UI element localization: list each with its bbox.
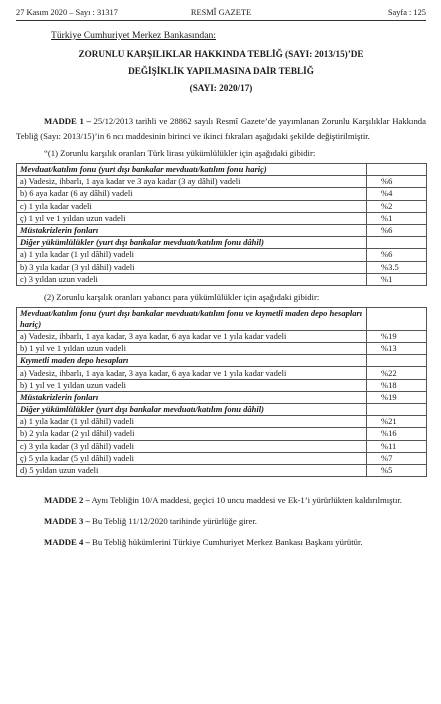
table-cell-label: c) 1 yıla kadar vadeli <box>17 200 367 212</box>
article-2 <box>16 493 426 508</box>
table-cell-rate: %6 <box>367 176 427 188</box>
table-row <box>17 452 427 464</box>
table-cell-rate <box>367 237 427 249</box>
table-row <box>17 224 427 236</box>
table-row <box>17 343 427 355</box>
table-row <box>17 330 427 342</box>
table-cell-label: d) 5 yıldan uzun vadeli <box>17 464 367 476</box>
table-section-header: Diğer yükümlülükler (yurt dışı bankalar mevduatı/katılım fonu dâhil) <box>17 237 367 249</box>
table-cell-rate <box>367 164 427 176</box>
table-cell-rate: %5 <box>367 464 427 476</box>
table-cell-label: ç) 1 yıl ve 1 yıldan uzun vadeli <box>17 212 367 224</box>
table-cell-label: a) 1 yıla kadar (1 yıl dâhil) vadeli <box>17 416 367 428</box>
article-1-text: 25/12/2013 tarihli ve 28862 sayılı Resmî Gazete’de yayımlanan Zorunlu Karşılıklar Hakkında Tebliğ (Sayı: 2013/15)’in 6 ncı maddesinin birinci ve ikinci fıkraları aşağıdaki şekilde değiştirilmiştir. <box>16 116 426 141</box>
table-row <box>17 464 427 476</box>
page-header <box>16 6 426 21</box>
header-page-number: Sayfa : 125 <box>387 7 426 17</box>
table-cell-rate: %11 <box>367 440 427 452</box>
article-4-text: Bu Tebliğ hükümlerini Türkiye Cumhuriyet Merkez Bankası Başkanı yürütür. <box>89 537 363 548</box>
table-cell-rate: %7 <box>367 452 427 464</box>
table-cell-rate: %3.5 <box>367 261 427 273</box>
table-cell-rate <box>367 307 427 330</box>
paragraph-1-intro: “(1) Zorunlu karşılık oranları Türk lirası yükümlülükler için aşağıdaki gibidir: <box>44 148 316 158</box>
table-cell-rate: %19 <box>367 330 427 342</box>
article-1-label: MADDE 1 – <box>44 116 91 126</box>
table-row <box>17 367 427 379</box>
table-row <box>17 440 427 452</box>
header-publication-name: RESMÎ GAZETE <box>190 7 252 17</box>
table-section-header: Diğer yükümlülükler (yurt dışı bankalar mevduatı/katılım fonu dâhil) <box>17 404 367 416</box>
article-1 <box>16 114 426 144</box>
gazette-page <box>16 6 426 550</box>
table-cell-rate: %6 <box>367 224 427 236</box>
article-3-label: MADDE 3 – <box>44 516 90 527</box>
table-row <box>17 273 427 285</box>
table-cell-label: b) 2 yıla kadar (2 yıl dâhil) vadeli <box>17 428 367 440</box>
table-row <box>17 188 427 200</box>
table-cell-label: ç) 5 yıla kadar (5 yıl dâhil) vadeli <box>17 452 367 464</box>
issuer-line: Türkiye Cumhuriyet Merkez Bankasından: <box>51 30 216 41</box>
table-cell-label: a) Vadesiz, ihbarlı, 1 aya kadar, 3 aya kadar, 6 aya kadar ve 1 yıla kadar vadeli <box>17 330 367 342</box>
table-row <box>17 261 427 273</box>
table-cell-label: a) 1 yıla kadar (1 yıl dâhil) vadeli <box>17 249 367 261</box>
table-section-header: Kıymetli maden depo hesapları <box>17 355 367 367</box>
table-cell-label: a) Vadesiz, ihbarlı, 1 aya kadar ve 3 aya kadar (3 ay dâhil) vadeli <box>17 176 367 188</box>
document-title <box>16 47 426 96</box>
table-section-header: Mevduat/katılım fonu (yurt dışı bankalar mevduatı/katılım fonu ve kıymetli maden depo hesapları hariç) <box>17 307 367 330</box>
article-4-label: MADDE 4 – <box>44 537 90 548</box>
article-3-text: Bu Tebliğ 11/12/2020 tarihinde yürürlüğe girer. <box>89 516 257 527</box>
table-row <box>17 416 427 428</box>
rates-table-tl <box>16 163 427 286</box>
table-row <box>17 391 427 403</box>
title-line-1: ZORUNLU KARŞILIKLAR HAKKINDA TEBLİĞ (SAYI: 2013/15)’DE <box>78 49 364 59</box>
article-2-text: Aynı Tebliğin 10/A maddesi, geçici 10 uncu maddesi ve Ek-1’i yürürlükten kaldırılmıştır. <box>89 495 402 506</box>
table-cell-rate: %6 <box>367 249 427 261</box>
table-cell-rate <box>367 355 427 367</box>
table-row <box>17 379 427 391</box>
article-4 <box>16 535 426 550</box>
title-line-2: DEĞİŞİKLİK YAPILMASINA DAİR TEBLİĞ <box>128 66 314 76</box>
table-cell-label: b) 1 yıl ve 1 yıldan uzun vadeli <box>17 343 367 355</box>
table-row <box>17 355 427 367</box>
table-section-header: Mevduat/katılım fonu (yurt dışı bankalar mevduatı/katılım fonu hariç) <box>17 164 367 176</box>
table-cell-rate: %21 <box>367 416 427 428</box>
title-line-3: (SAYI: 2020/17) <box>189 83 253 93</box>
table-cell-label: b) 3 yıla kadar (3 yıl dâhil) vadeli <box>17 261 367 273</box>
table-cell-label: b) 1 yıl ve 1 yıldan uzun vadeli <box>17 379 367 391</box>
header-date-issue: 27 Kasım 2020 – Sayı : 31317 <box>16 7 118 17</box>
table-cell-rate: %2 <box>367 200 427 212</box>
table-cell-rate: %13 <box>367 343 427 355</box>
table-cell-rate: %4 <box>367 188 427 200</box>
table-section-header: Müstakrizlerin fonları <box>17 224 367 236</box>
table-row <box>17 404 427 416</box>
table-cell-rate: %1 <box>367 212 427 224</box>
table-row <box>17 176 427 188</box>
table-cell-label: c) 3 yıldan uzun vadeli <box>17 273 367 285</box>
table-cell-rate: %1 <box>367 273 427 285</box>
table-row <box>17 237 427 249</box>
table-cell-label: a) Vadesiz, ihbarlı, 1 aya kadar, 3 aya kadar, 6 aya kadar ve 1 yıla kadar vadeli <box>17 367 367 379</box>
table-cell-rate <box>367 404 427 416</box>
table-row <box>17 212 427 224</box>
table-row <box>17 164 427 176</box>
article-2-label: MADDE 2 – <box>44 495 90 506</box>
table-section-header: Müstakrizlerin fonları <box>17 391 367 403</box>
table-row <box>17 428 427 440</box>
rates-table-fx <box>16 307 427 477</box>
table-cell-rate: %19 <box>367 391 427 403</box>
table-cell-rate: %22 <box>367 367 427 379</box>
table-cell-rate: %16 <box>367 428 427 440</box>
table-cell-label: b) 6 aya kadar (6 ay dâhil) vadeli <box>17 188 367 200</box>
table-cell-rate: %18 <box>367 379 427 391</box>
table-row <box>17 249 427 261</box>
table-row <box>17 200 427 212</box>
article-3 <box>16 514 426 529</box>
paragraph-2-intro: (2) Zorunlu karşılık oranları yabancı para yükümlülükler için aşağıdaki gibidir: <box>44 291 320 302</box>
table-row <box>17 307 427 330</box>
table-cell-label: c) 3 yıla kadar (3 yıl dâhil) vadeli <box>17 440 367 452</box>
